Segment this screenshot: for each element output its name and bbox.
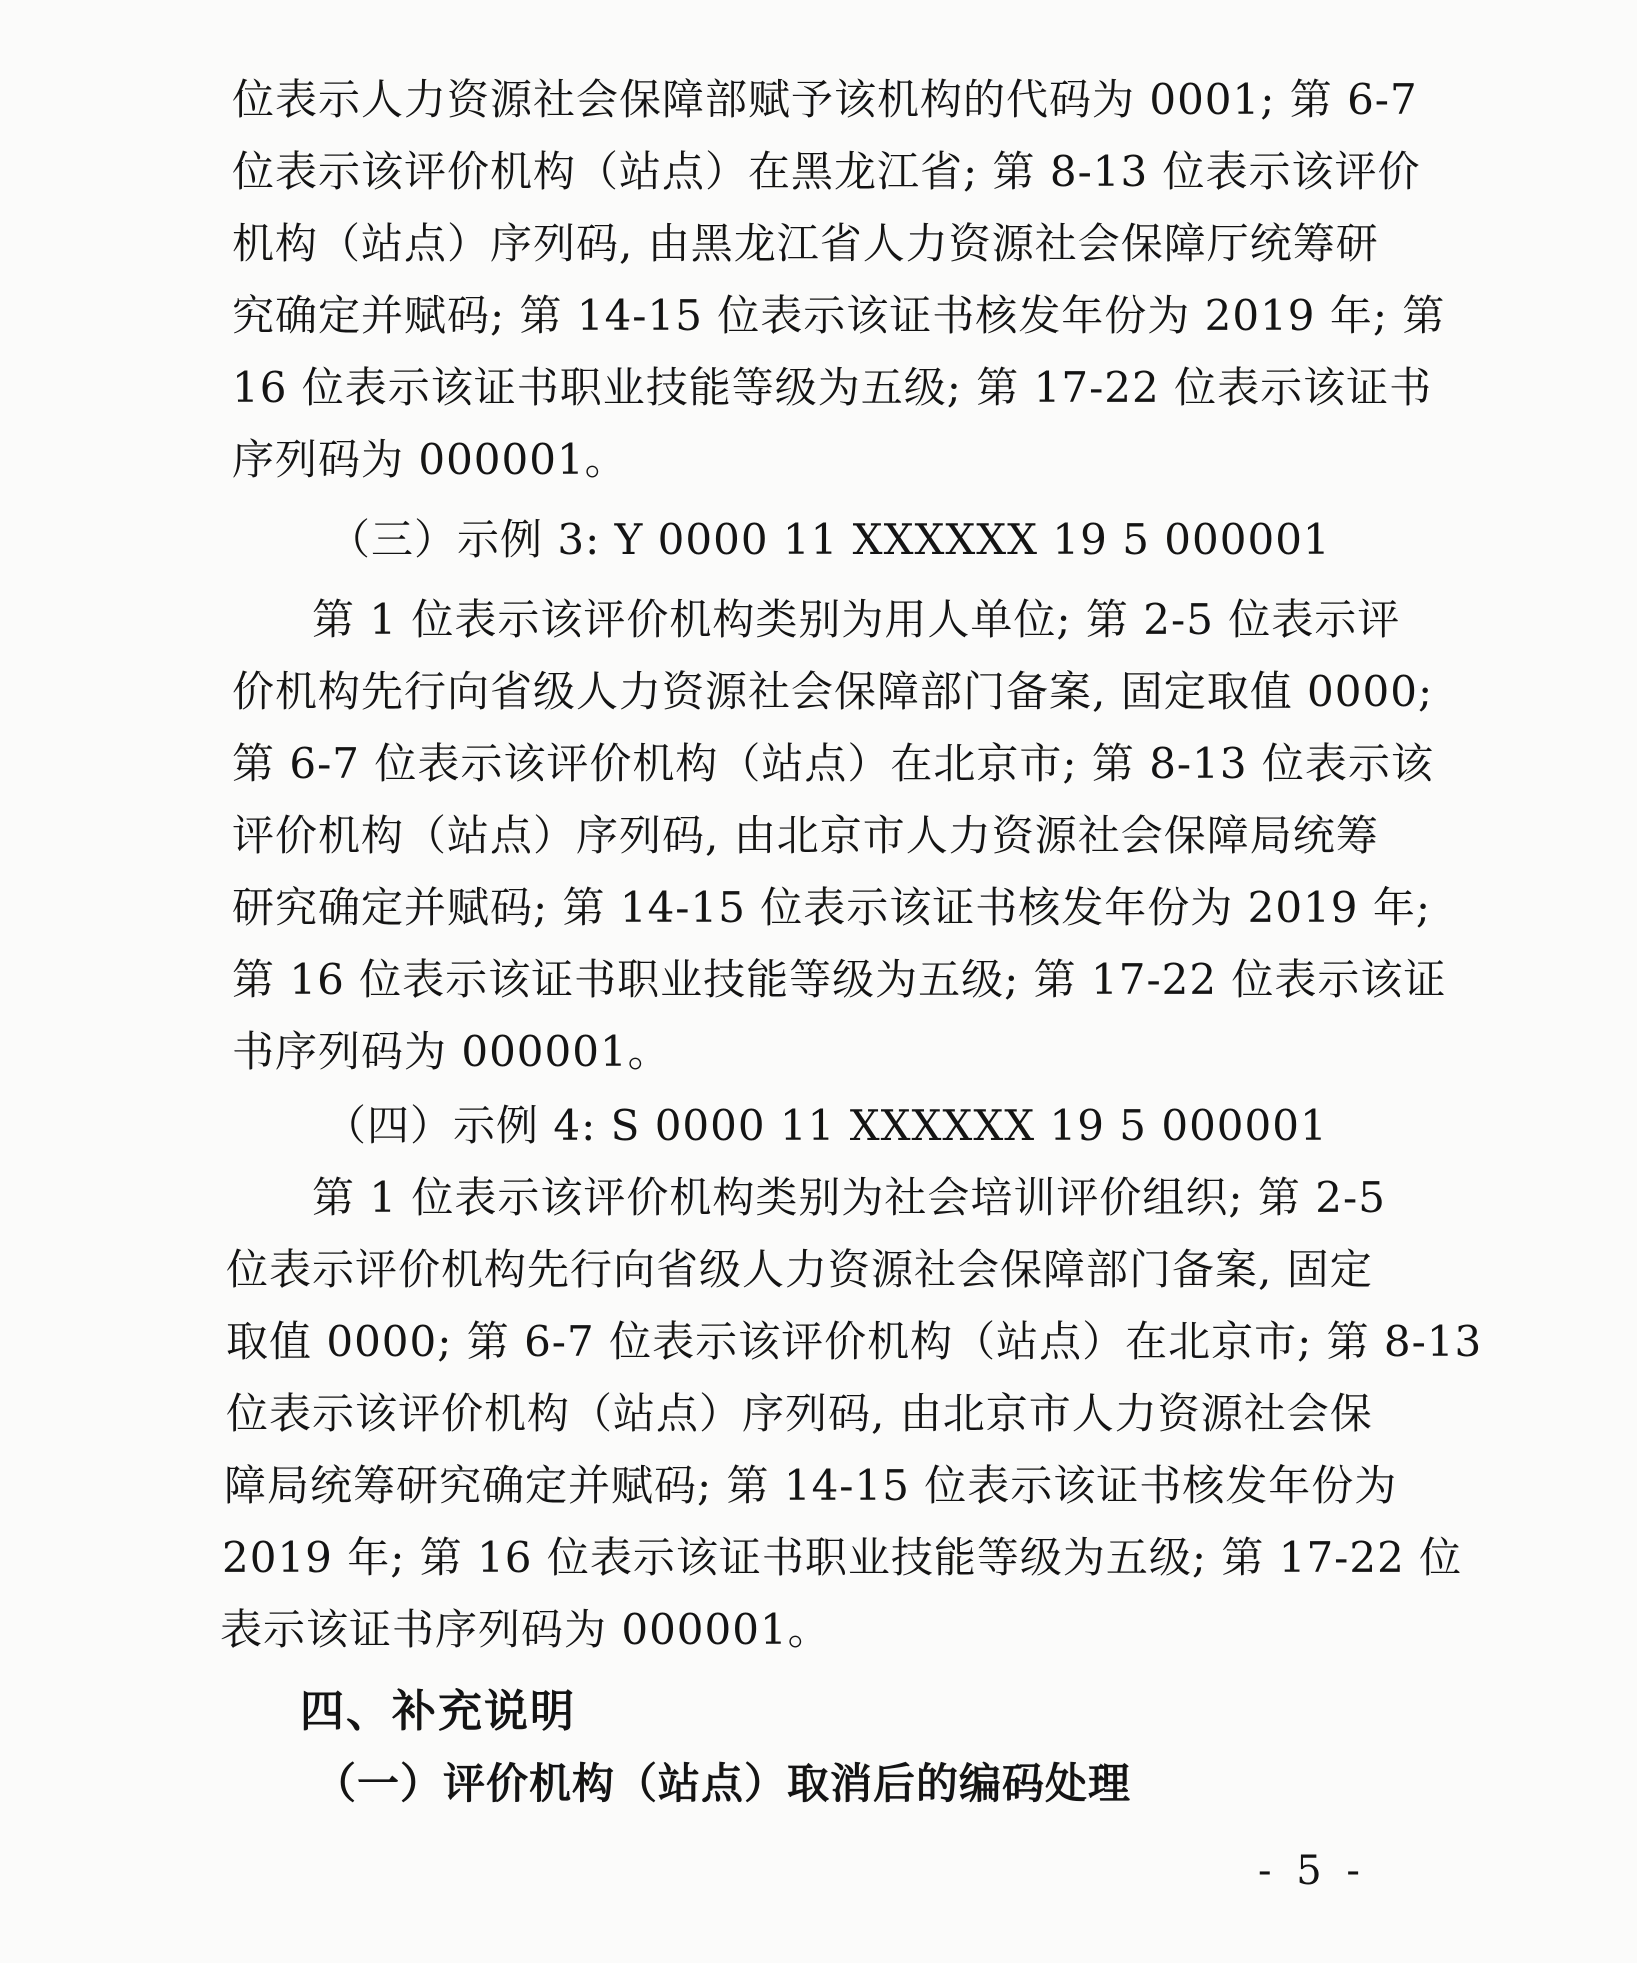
paragraph-line: 位表示该评价机构（站点）序列码, 由北京市人力资源社会保 xyxy=(226,1389,1373,1438)
paragraph-line: 位表示该评价机构（站点）在黑龙江省; 第 8-13 位表示该评价 xyxy=(232,147,1421,196)
paragraph-line: 位表示评价机构先行向省级人力资源社会保障部门备案, 固定 xyxy=(226,1245,1373,1294)
paragraph-line: 第 6-7 位表示该评价机构（站点）在北京市; 第 8-13 位表示该 xyxy=(232,739,1434,788)
example-3-heading: （三）示例 3: Y 0000 11 XXXXXX 19 5 000001 xyxy=(328,515,1331,564)
paragraph-line: 第 16 位表示该证书职业技能等级为五级; 第 17-22 位表示该证 xyxy=(232,955,1447,1004)
paragraph-line: 研究确定并赋码; 第 14-15 位表示该证书核发年份为 2019 年; xyxy=(232,883,1432,932)
paragraph-line: 机构（站点）序列码, 由黑龙江省人力资源社会保障厅统筹研 xyxy=(232,219,1379,268)
paragraph-first-line: 第 1 位表示该评价机构类别为社会培训评价组织; 第 2-5 xyxy=(312,1173,1386,1222)
paragraph-line: 位表示人力资源社会保障部赋予该机构的代码为 0001; 第 6-7 xyxy=(232,75,1418,124)
paragraph-line: 价机构先行向省级人力资源社会保障部门备案, 固定取值 0000; xyxy=(232,667,1434,716)
paragraph-line: 16 位表示该证书职业技能等级为五级; 第 17-22 位表示该证书 xyxy=(232,363,1433,412)
paragraph-line: 评价机构（站点）序列码, 由北京市人力资源社会保障局统筹 xyxy=(232,811,1379,860)
paragraph-line: 障局统筹研究确定并赋码; 第 14-15 位表示该证书核发年份为 xyxy=(224,1461,1398,1510)
paragraph-first-line: 第 1 位表示该评价机构类别为用人单位; 第 2-5 位表示评 xyxy=(312,595,1401,644)
paragraph-line: 2019 年; 第 16 位表示该证书职业技能等级为五级; 第 17-22 位 xyxy=(222,1533,1463,1582)
section-heading: 四、补充说明 xyxy=(300,1686,576,1737)
subsection-heading: （一）评价机构（站点）取消后的编码处理 xyxy=(314,1759,1132,1808)
paragraph-line: 序列码为 000001。 xyxy=(232,435,628,484)
paragraph-line: 表示该证书序列码为 000001。 xyxy=(220,1605,831,1654)
example-4-heading: （四）示例 4: S 0000 11 XXXXXX 19 5 000001 xyxy=(324,1101,1328,1150)
paragraph-line: 究确定并赋码; 第 14-15 位表示该证书核发年份为 2019 年; 第 xyxy=(232,291,1446,340)
page-number: - 5 - xyxy=(1258,1848,1366,1894)
paragraph-line: 书序列码为 000001。 xyxy=(232,1027,671,1076)
paragraph-line: 取值 0000; 第 6-7 位表示该评价机构（站点）在北京市; 第 8-13 xyxy=(226,1317,1483,1366)
